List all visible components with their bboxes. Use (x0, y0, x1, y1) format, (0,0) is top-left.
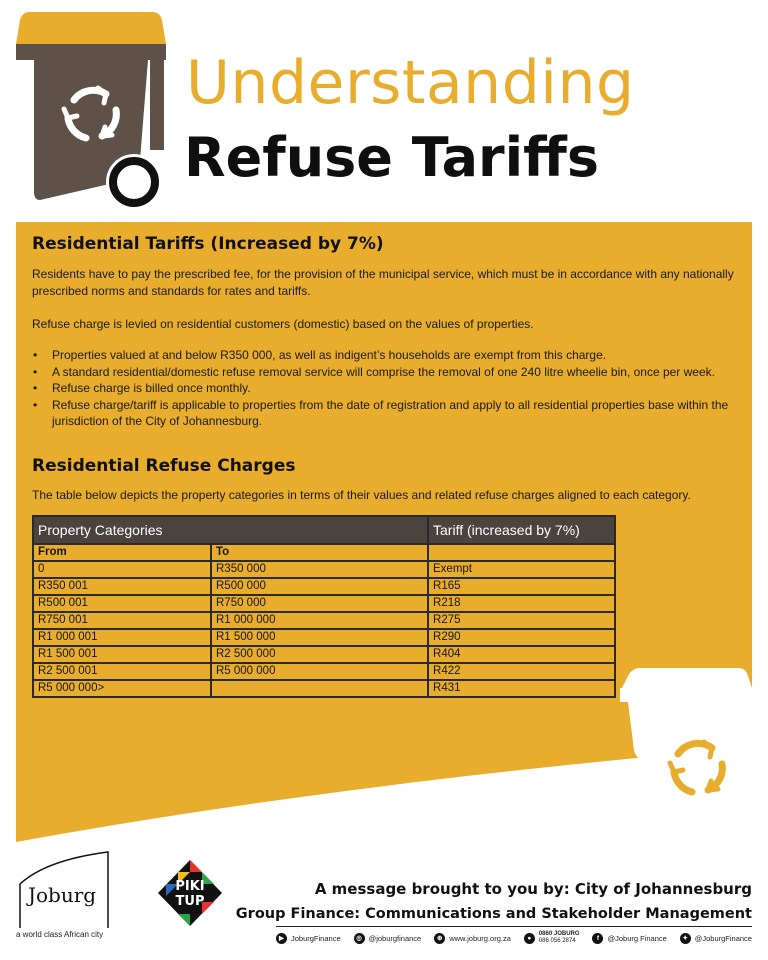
pikitup-line1: PIKI (175, 879, 205, 894)
social-website[interactable] (434, 933, 511, 944)
pikitup-logo (158, 860, 222, 926)
cell-tariff: R218 (428, 595, 615, 612)
social-phone[interactable] (524, 931, 580, 945)
social-youtube[interactable] (276, 933, 341, 944)
cell-from: R750 001 (33, 612, 211, 629)
cell-to: R350 000 (211, 561, 428, 578)
refuse-charges-description: The table below depicts the property categories in terms of their values and related refuse charges aligned to each category. (32, 488, 691, 502)
cell-to: R2 500 000 (211, 646, 428, 663)
social-facebook[interactable] (592, 933, 666, 944)
twitter-icon: ✦ (680, 933, 691, 944)
facebook-icon: f (592, 933, 603, 944)
footer-message-1: A message brought to you by: City of Johannesburg (314, 880, 752, 898)
joburg-logo (16, 850, 112, 928)
cell-to: R750 000 (211, 595, 428, 612)
table-subheader-row (33, 544, 615, 561)
table-row (33, 680, 615, 697)
social-label: @Joburg Finance (607, 933, 667, 943)
residential-levy: Refuse charge is levied on residential customers (domestic) based on the values of properties. (32, 317, 534, 331)
youtube-icon: ▶ (276, 933, 287, 944)
table-row (33, 663, 615, 680)
residential-tariffs-heading: Residential Tariffs (Increased by 7%) (32, 234, 384, 254)
cell-tariff: Exempt (428, 561, 615, 578)
table-row (33, 629, 615, 646)
cell-from: R2 500 001 (33, 663, 211, 680)
globe-icon: ⊕ (434, 933, 445, 944)
footer-message-2: Group Finance: Communications and Stakeholder Management (235, 906, 752, 922)
table-row (33, 561, 615, 578)
table-row (33, 578, 615, 595)
bullet-item: • Properties valued at and below R350 000, as well as indigent’s households are exempt from this charge. (32, 347, 740, 364)
cell-from: R1 500 001 (33, 646, 211, 663)
instagram-icon: ◎ (354, 933, 365, 944)
col-to: To (211, 544, 428, 561)
footer-divider (276, 926, 752, 927)
social-label: JoburgFinance (291, 933, 341, 943)
residential-bullets (32, 347, 740, 430)
tariff-table (32, 515, 616, 698)
cell-tariff: R404 (428, 646, 615, 663)
social-label: www.joburg.org.za (449, 933, 511, 943)
cell-to: R1 500 000 (211, 629, 428, 646)
cell-from: 0 (33, 561, 211, 578)
cell-tariff: R422 (428, 663, 615, 680)
title-line-1: Understanding (186, 48, 635, 118)
col-tariff (428, 544, 615, 561)
phone-line-1: 0860 JOBURG (538, 931, 580, 937)
table-row (33, 646, 615, 663)
bullet-item: • Refuse charge is billed once monthly. (32, 380, 740, 397)
cell-from: R350 001 (33, 578, 211, 595)
cell-from: R5 000 000> (33, 680, 211, 697)
col-from: From (33, 544, 211, 561)
phone-numbers (539, 931, 580, 945)
phone-line-2: 086 056 2874 (538, 938, 576, 944)
header-tariff: Tariff (increased by 7%) (428, 516, 615, 544)
residential-intro: Residents have to pay the prescribed fee, for the provision of the municipal service, which must be in accordance with any nationally prescribed norms and standards for rates and tariffs. (32, 267, 734, 298)
social-label: @JoburgFinance (694, 933, 752, 943)
joburg-tagline: a world class African city (16, 930, 104, 939)
bullet-item: • Refuse charge/tariff is applicable to properties from the date of registration and apply to all residential properties base within the jurisdiction of the City of Johannesburg. (32, 397, 740, 430)
cell-tariff: R275 (428, 612, 615, 629)
cell-to: R5 000 000 (211, 663, 428, 680)
title-line-2: Refuse Tariffs (184, 126, 600, 189)
cell-tariff: R431 (428, 680, 615, 697)
table-row (33, 595, 615, 612)
cell-tariff: R290 (428, 629, 615, 646)
cell-to: R500 000 (211, 578, 428, 595)
cell-from: R1 000 001 (33, 629, 211, 646)
refuse-charges-heading: Residential Refuse Charges (32, 456, 296, 476)
social-links (276, 931, 752, 945)
table-header-row (33, 516, 615, 544)
social-twitter[interactable] (680, 933, 752, 944)
header-property-categories: Property Categories (33, 516, 428, 544)
cell-to: R1 000 000 (211, 612, 428, 629)
table-row (33, 612, 615, 629)
pikitup-line2: TUP (175, 894, 205, 909)
bullet-item: • A standard residential/domestic refuse removal service will comprise the removal of one 240 litre wheelie bin, once per week. (32, 364, 740, 381)
recycling-bin-icon (0, 0, 190, 220)
phone-person-icon: ● (524, 933, 535, 944)
social-label: @joburgfinance (368, 933, 422, 943)
social-instagram[interactable] (354, 933, 422, 944)
joburg-logo-text: Joburg (28, 883, 97, 907)
cell-from: R500 001 (33, 595, 211, 612)
cell-tariff: R165 (428, 578, 615, 595)
cell-to (211, 680, 428, 697)
